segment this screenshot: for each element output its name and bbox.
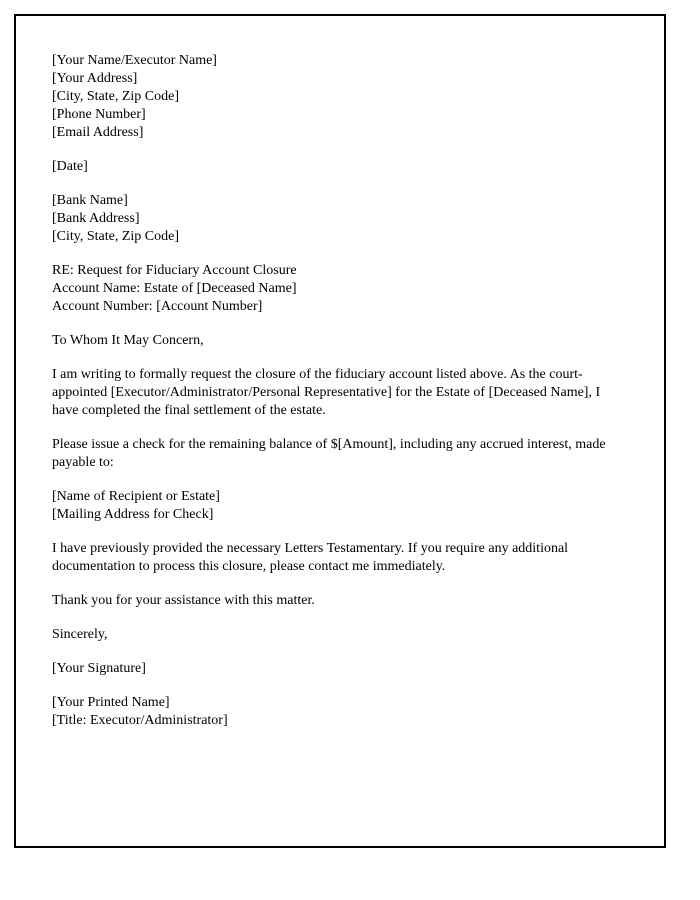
sender-city-state-zip: [City, State, Zip Code] [52,89,180,104]
signature: [Your Signature] [52,661,146,676]
title-line: [Title: Executor/Administrator] [52,713,228,728]
recipient-bank-address: [Bank Address] [52,211,140,226]
sender-name: [Your Name/Executor Name] [52,53,217,68]
printed-name: [Your Printed Name] [52,695,170,710]
sender-block [52,52,614,142]
subject-re-line: RE: Request for Fiduciary Account Closure [52,263,297,278]
body-paragraph-2: Please issue a check for the remaining balance of $[Amount], including any accrued interest, made payable to: [52,437,606,470]
recipient-bank-name: [Bank Name] [52,193,128,208]
body-paragraph-1: I am writing to formally request the closure of the fiduciary account listed above. As the court-appointed [Executor/Administrator/Personal Representative] for the Estate of [Deceased Name], I have completed the final settlement of the estate. [52,367,601,418]
closing-block [52,626,614,644]
closing: Sincerely, [52,627,108,642]
payee-block [52,488,614,524]
subject-block [52,262,614,316]
date-line: [Date] [52,159,88,174]
sender-address: [Your Address] [52,71,138,86]
subject-account-number: Account Number: [Account Number] [52,299,263,314]
body-paragraph-4: Thank you for your assistance with this matter. [52,593,315,608]
payee-address: [Mailing Address for Check] [52,507,214,522]
sender-phone: [Phone Number] [52,107,146,122]
recipient-block [52,192,614,246]
subject-account-name: Account Name: Estate of [Deceased Name] [52,281,297,296]
payee-name: [Name of Recipient or Estate] [52,489,220,504]
salutation-block [52,332,614,350]
date-block [52,158,614,176]
letter-page [14,14,666,848]
signature-block [52,660,614,678]
body-paragraph-3: I have previously provided the necessary Letters Testamentary. If you require any additional documentation to process this closure, please contact me immediately. [52,541,569,574]
printed-name-block [52,694,614,730]
salutation: To Whom It May Concern, [52,333,204,348]
sender-email: [Email Address] [52,125,144,140]
recipient-city-state-zip: [City, State, Zip Code] [52,229,180,244]
